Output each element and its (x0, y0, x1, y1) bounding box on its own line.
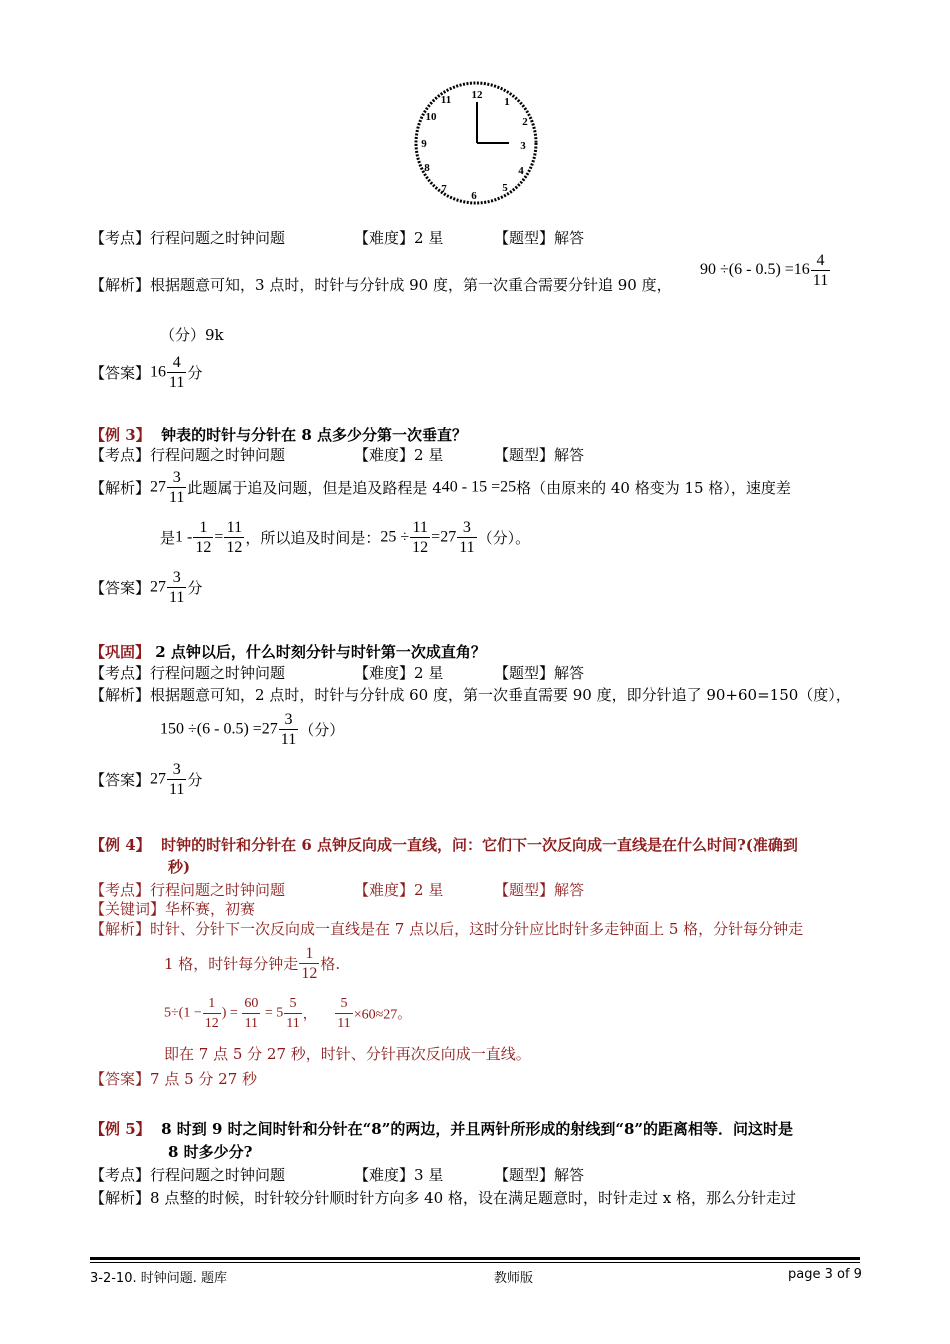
footer-page-number: page 3 of 9 (788, 1267, 862, 1282)
ex5-title-line2: 8 时多少分? (168, 1143, 253, 1161)
clock-numeral-9: 9 (421, 138, 427, 150)
gonggu-title: 【巩固】 2 点钟以后，什么时刻分针与时针第一次成直角？ (90, 643, 486, 661)
ex3-kaodian: 【考点】行程问题之时钟问题 (90, 446, 286, 464)
footer-edition: 教师版 (494, 1271, 534, 1286)
ex4-title: 【例 4】 时钟的时针和分针在 6 点钟反向成一直线，问：它们下一次反向成一直线是在什么时间?(准确到 (90, 836, 798, 854)
footer-rule-thin (90, 1262, 860, 1263)
ex5-nandu: 【难度】3 星 (354, 1166, 444, 1184)
gonggu-tixing: 【题型】解答 (494, 664, 585, 682)
clock-numeral-3: 3 (520, 140, 526, 152)
ex4-kaodian: 【考点】行程问题之时钟问题 (90, 881, 286, 899)
clock-numeral-10: 10 (425, 111, 437, 123)
clock-numeral-5: 5 (502, 182, 508, 194)
ex4-title-line2: 秒) (168, 858, 191, 876)
ex4-jiexi-line1: 【解析】时针、分针下一次反向成一直线是在 7 点以后，这时分针应比时针多走钟面上 5 格，分针每分钟走 (90, 920, 804, 938)
ex3-tixing: 【题型】解答 (494, 446, 585, 464)
clock-numeral-7: 7 (441, 183, 447, 195)
ex0-formula: 90 ÷(6 - 0.5) =16 $\frac{4}{11}$ (700, 252, 829, 289)
ex0-tixing: 【题型】解答 (494, 229, 585, 247)
ex3-title: 【例 3】 钟表的时针与分针在 8 点多少分第一次垂直？ (90, 426, 468, 444)
ex5-jiexi: 【解析】8 点整的时候，时针较分针顺时针方向多 40 格，设在满足题意时，时针走过 x 格，那么分针走过 (90, 1189, 796, 1207)
ex5-kaodian: 【考点】行程问题之时钟问题 (90, 1166, 286, 1184)
gonggu-answer: 【答案】27 $\frac{3}{11}$ 分 (90, 761, 203, 798)
ex3-jiexi-line2: 是1 - $\frac{1}{12}$ = $\frac{11}{12}$ ，所以追及时间是：25 ÷ $\frac{11}{12}$ =27 $\frac{3}{11}$ （分）。 (160, 519, 531, 556)
ex4-conclusion: 即在 7 点 5 分 27 秒，时针、分针再次反向成一直线。 (164, 1045, 531, 1063)
clock-figure (413, 80, 539, 206)
clock-numeral-4: 4 (518, 165, 524, 177)
ex0-info-row: 【考点】行程问题之时钟问题 (90, 229, 286, 247)
ex3-nandu: 【难度】2 星 (354, 446, 444, 464)
clock-numeral-12: 12 (471, 89, 483, 101)
clock-numeral-11: 11 (440, 94, 452, 106)
gonggu-jiexi: 【解析】根据题意可知，2 点时，时针与分针成 60 度，第一次垂直需要 90 度，即分针追了 90+60=150（度）， (90, 686, 851, 704)
ex4-jiexi-line2: 1 格，时针每分钟走 $\frac{1}{12}$ 格. (164, 945, 341, 982)
footer-rule-thick (90, 1257, 860, 1260)
gonggu-formula: 150 ÷(6 - 0.5) =27 $\frac{3}{11}$ （分） (160, 711, 345, 748)
ex0-answer: 【答案】16 $\frac{4}{11}$ 分 (90, 354, 203, 391)
clock-numeral-6: 6 (471, 190, 477, 202)
ex4-nandu: 【难度】2 星 (354, 881, 444, 899)
ex4-tixing: 【题型】解答 (494, 881, 585, 899)
gonggu-kaodian: 【考点】行程问题之时钟问题 (90, 664, 286, 682)
ex5-tixing: 【题型】解答 (494, 1166, 585, 1184)
ex3-answer: 【答案】27 $\frac{3}{11}$ 分 (90, 569, 203, 606)
clock-numeral-1: 1 (504, 96, 510, 108)
ex0-nandu: 【难度】2 星 (354, 229, 444, 247)
ex0-tail: （分）9k (160, 326, 224, 344)
ex0-kaodian: 行程问题之时钟问题 (150, 229, 286, 247)
ex0-jiexi: 【解析】根据题意可知，3 点时，时针与分针成 90 度，第一次重合需要分针追 90 度， (90, 276, 672, 294)
ex4-keywords: 【关键词】华杯赛，初赛 (90, 900, 256, 918)
ex4-calc: 5÷(1 − $\frac{1}{12}$ ) = $\frac{60}{11}$ = 5 $\frac{5}{11}$ ， $\frac{5}{11}$ ×60≈27。 (164, 996, 412, 1031)
clock-numeral-8: 8 (424, 162, 430, 174)
clock-numeral-2: 2 (522, 116, 528, 128)
ex4-answer: 【答案】7 点 5 分 27 秒 (90, 1070, 258, 1088)
ex3-jiexi-line1: 【解析】27 $\frac{3}{11}$ 此题属于追及问题，但是追及路程是 440 - 15 =25格（由原来的 40 格变为 15 格），速度差 (90, 469, 791, 506)
footer-doc-title: 3-2-10. 时钟问题. 题库 (90, 1271, 227, 1286)
ex5-title: 【例 5】 8 时到 9 时之间时针和分针在“8”的两边，并且两针所形成的射线到“8”的距离相等．问这时是 (90, 1120, 794, 1138)
gonggu-nandu: 【难度】2 星 (354, 664, 444, 682)
